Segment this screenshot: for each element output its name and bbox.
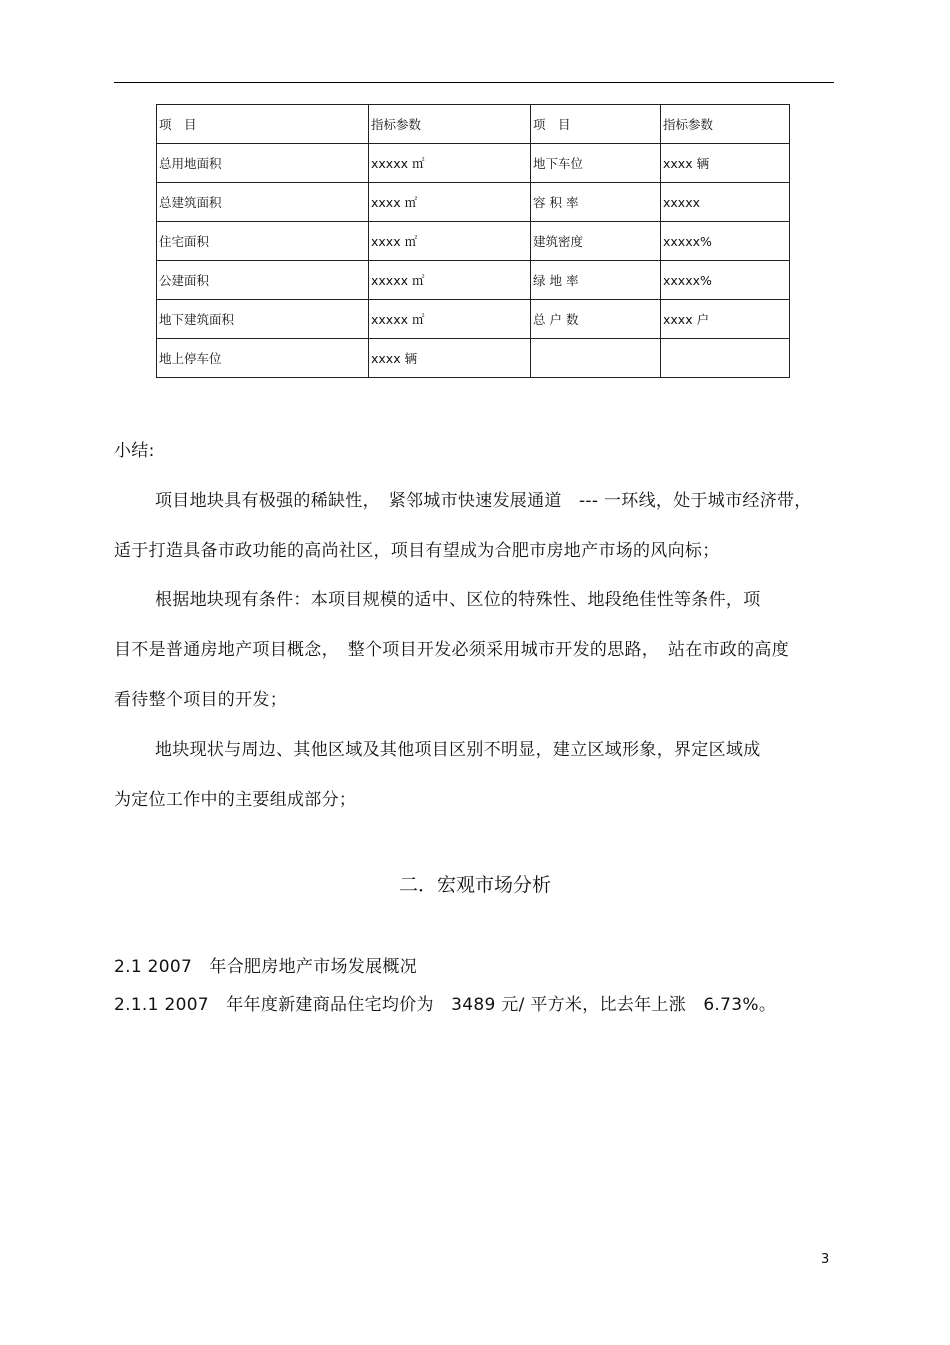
value-cell: xxxx 辆	[661, 144, 790, 183]
value-cell: xxxx ㎡	[369, 222, 531, 261]
item-cell: 总用地面积	[157, 144, 369, 183]
item-cell: 建筑密度	[531, 222, 661, 261]
item-cell: 总建筑面积	[157, 183, 369, 222]
page-number: 3	[821, 1252, 830, 1267]
value-cell: xxxx 户	[661, 300, 790, 339]
subsection-2-1-1: 2.1.1 2007 年年度新建商品住宅均价为 3489 元/ 平方米，比去年上涨 6.73%。	[114, 995, 777, 1015]
value-cell	[661, 339, 790, 378]
value-cell: xxxxx ㎡	[369, 144, 531, 183]
item-cell: 地下车位	[531, 144, 661, 183]
value-cell: 指标参数	[661, 105, 790, 144]
table-row	[157, 144, 790, 183]
item-cell: 地上停车位	[157, 339, 369, 378]
table-row	[157, 339, 790, 378]
summary-paragraph-2-line-3: 看待整个项目的开发；	[114, 690, 287, 710]
section-title: 二．宏观市场分析	[398, 874, 551, 896]
project-indicator-table	[156, 104, 790, 378]
summary-paragraph-2-line-1: 根据地块现有条件：本项目规模的适中、区位的特殊性、地段绝佳性等条件，项	[155, 590, 761, 610]
header-rule	[114, 82, 834, 83]
table-header-row	[157, 105, 790, 144]
value-cell: xxxx ㎡	[369, 183, 531, 222]
item-cell: 容 积 率	[531, 183, 661, 222]
item-cell: 总 户 数	[531, 300, 661, 339]
summary-paragraph-3-line-1: 地块现状与周边、其他区域及其他项目区别不明显，建立区域形象，界定区域成	[155, 740, 761, 760]
item-cell	[531, 339, 661, 378]
table-row	[157, 222, 790, 261]
summary-heading: 小结:	[114, 441, 155, 461]
item-cell: 项 目	[157, 105, 369, 144]
summary-paragraph-2-line-2: 目不是普通房地产项目概念， 整个项目开发必须采用城市开发的思路， 站在市政的高度	[114, 640, 789, 660]
item-cell: 住宅面积	[157, 222, 369, 261]
item-cell: 公建面积	[157, 261, 369, 300]
item-cell: 绿 地 率	[531, 261, 661, 300]
value-cell: xxxxx ㎡	[369, 300, 531, 339]
summary-paragraph-3-line-2: 为定位工作中的主要组成部分；	[114, 790, 357, 810]
table-row	[157, 183, 790, 222]
value-cell: xxxx 辆	[369, 339, 531, 378]
subsection-2-1: 2.1 2007 年合肥房地产市场发展概况	[114, 957, 418, 977]
summary-paragraph-1-line-2: 适于打造具备市政功能的高尚社区，项目有望成为合肥市房地产市场的风向标；	[114, 541, 720, 561]
item-cell: 项 目	[531, 105, 661, 144]
item-cell: 地下建筑面积	[157, 300, 369, 339]
table-row	[157, 300, 790, 339]
summary-paragraph-1-line-1: 项目地块具有极强的稀缺性， 紧邻城市快速发展通道 --- 一环线，处于城市经济带，	[155, 491, 812, 511]
value-cell: xxxxx%	[661, 222, 790, 261]
value-cell: xxxxx%	[661, 261, 790, 300]
value-cell: xxxxx	[661, 183, 790, 222]
value-cell: 指标参数	[369, 105, 531, 144]
value-cell: xxxxx ㎡	[369, 261, 531, 300]
table-row	[157, 261, 790, 300]
